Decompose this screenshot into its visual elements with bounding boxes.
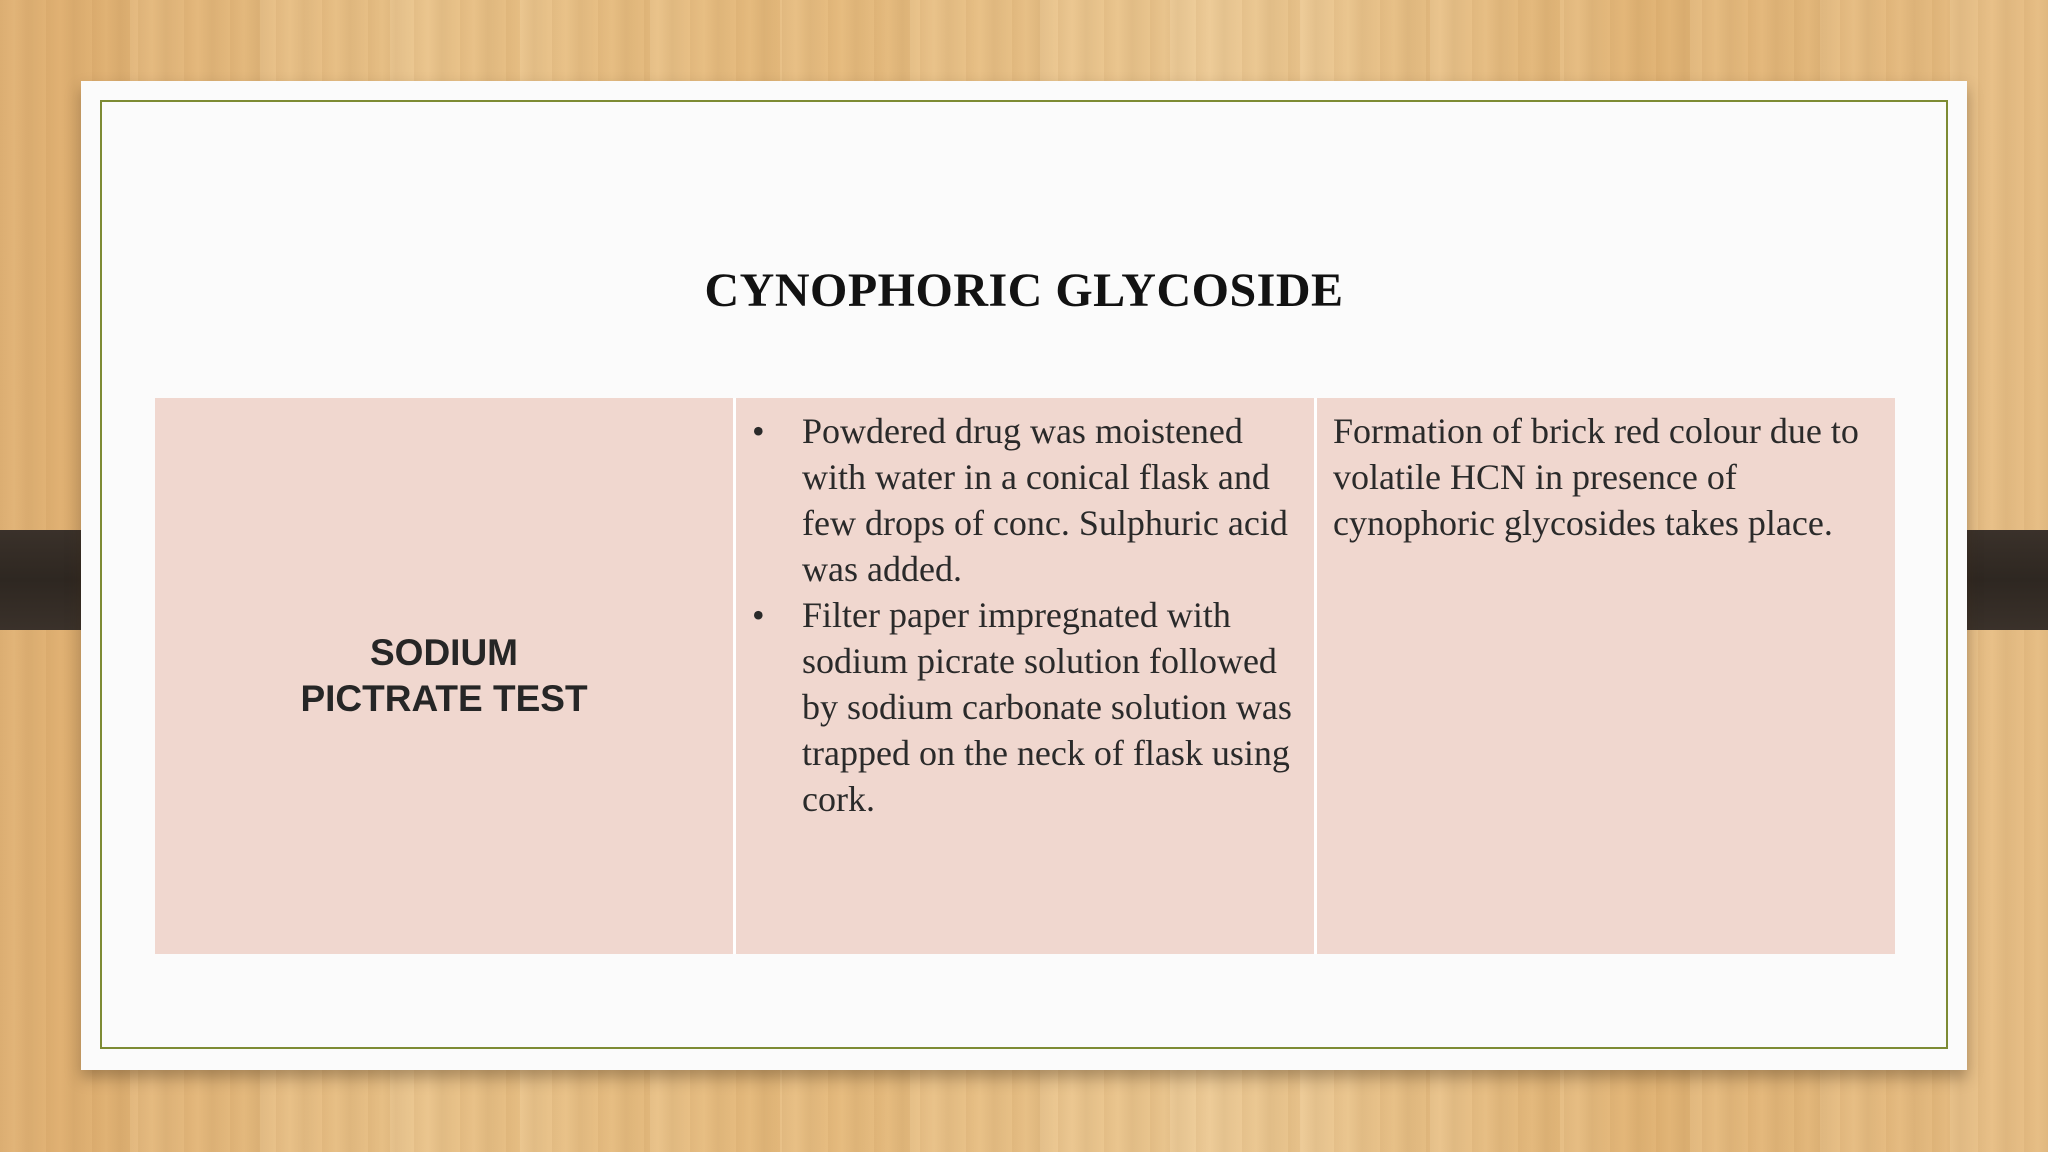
test-name-cell	[155, 398, 733, 954]
procedure-step-text: Filter paper impregnated with sodium picrate solution followed by sodium carbonate solution was trapped on the neck of flask using cork.	[802, 595, 1292, 819]
test-name: SODIUM PICTRATE TEST	[300, 632, 588, 719]
procedure-list	[750, 408, 1302, 822]
result-cell	[1317, 398, 1895, 954]
test-table	[155, 398, 1895, 954]
slide	[81, 81, 1967, 1070]
slide-title: CYNOPHORIC GLYCOSIDE	[704, 264, 1344, 317]
procedure-cell	[736, 398, 1314, 954]
result-text: Formation of brick red colour due to volatile HCN in presence of cynophoric glycosides takes place.	[1333, 411, 1859, 543]
procedure-step	[750, 408, 1302, 592]
bullet-icon: •	[752, 411, 765, 451]
procedure-step	[750, 592, 1302, 822]
procedure-step-text: Powdered drug was moistened with water in a conical flask and few drops of conc. Sulphuric acid was added.	[802, 411, 1288, 589]
bullet-icon: •	[752, 595, 765, 635]
